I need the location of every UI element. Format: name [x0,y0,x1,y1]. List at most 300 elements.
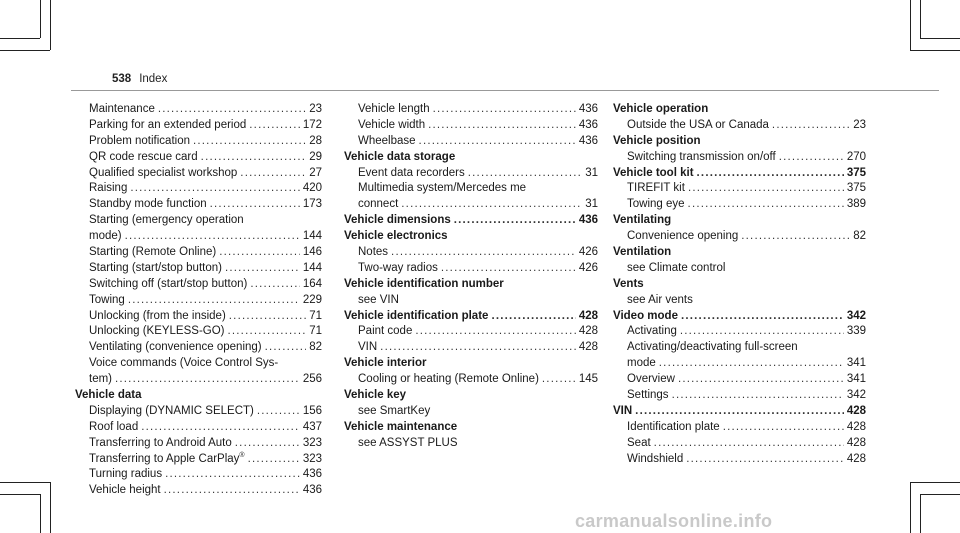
entry-label: see Air vents [627,293,693,306]
entry-text [627,452,686,468]
page-ref: 341 [846,373,866,386]
page-ref: 146 [302,246,322,259]
index-heading [344,150,598,166]
page-ref: 28 [309,134,322,147]
page-ref: 339 [846,325,866,338]
entry-text [89,309,229,325]
index-heading [613,309,866,325]
registered-mark: ® [239,451,245,459]
page-ref: 323 [302,436,322,449]
leader-dots [240,166,306,182]
leader-dots [210,197,300,213]
entry-label: Event data recorders [358,166,465,179]
index-entry [75,436,322,452]
entry-label: Identification plate [627,420,720,433]
entry-text [358,166,468,182]
entry-label: Vehicle length [358,103,430,115]
index-entry [75,356,322,372]
index-entry [344,261,598,277]
leader-dots [542,372,576,388]
entry-label: Standby mode function [89,198,207,211]
entry-label: VIN [613,404,633,417]
entry-text [344,309,491,325]
page-ref: 29 [309,150,322,163]
page-ref: 144 [302,230,322,243]
index-entry [613,229,866,245]
page-ref: 428 [846,420,866,433]
page-ref: 341 [846,357,866,370]
entry-label: see ASSYST PLUS [358,436,458,449]
index-entry [75,150,322,166]
entry-text [89,134,193,150]
index-heading [613,134,866,150]
entry-text [627,388,672,404]
entry-text [89,166,240,182]
entry-label: Vehicle interior [344,357,427,370]
leader-dots [428,118,576,134]
leader-dots [229,309,306,325]
index-entry [344,324,598,340]
leader-dots [415,324,575,340]
entry-label: Notes [358,246,389,259]
entry-text [613,404,635,420]
index-entry [344,372,598,388]
index-entry [75,229,322,245]
entry-text [89,420,141,436]
entry-label: Starting (start/stop button) [89,261,222,274]
leader-dots [165,467,300,483]
index-entry [344,245,598,261]
entry-label: Multimedia system/Mercedes me [358,182,527,195]
index-entry [75,102,322,118]
leader-dots [401,197,582,213]
index-entry [75,483,322,499]
crop-mark-bottom-left-v2 [40,494,41,533]
entry-text [627,118,772,134]
index-entry [75,213,322,229]
index-entry [75,293,322,309]
leader-dots [391,245,576,261]
entry-label: Vents [613,277,644,290]
entry-label: Overview [627,373,675,386]
leader-dots [158,102,306,118]
entry-text [627,229,741,245]
page-ref: 436 [578,118,598,131]
entry-label: Ventilating [613,214,672,227]
entry-text [89,436,235,452]
index-entry [75,452,322,468]
leader-dots [772,118,850,134]
leader-dots [441,261,576,277]
page-ref: 375 [846,166,866,179]
leader-dots [125,229,300,245]
leader-dots [193,134,306,150]
index-heading [75,388,322,404]
entry-label: Transferring to Android Auto [89,436,232,449]
leader-dots [779,150,844,166]
page-ref: 389 [846,198,866,211]
entry-label: Qualified specialist workshop [89,166,238,179]
index-entry [613,181,866,197]
index-entry [613,436,866,452]
entry-label: Voice commands (Voice Control Sys- [89,357,279,370]
page-ref: 71 [309,325,322,338]
page-ref: 437 [302,420,322,433]
entry-label: Vehicle identification plate [344,309,489,322]
entry-label: Vehicle tool kit [613,166,694,179]
entry-text [627,181,688,197]
entry-label: connect [358,198,399,211]
leader-dots [678,372,844,388]
index-heading [344,277,598,293]
leader-dots [680,324,844,340]
leader-dots [201,150,307,166]
page-number: 538 [112,73,132,85]
entry-label: Vehicle dimensions [344,214,451,227]
leader-dots [228,324,307,340]
leader-dots [468,166,582,182]
entry-text [89,102,158,118]
leader-dots [419,134,576,150]
leader-dots [249,118,300,134]
entry-text [613,309,681,325]
index-entry [75,181,322,197]
index-entry [344,181,598,197]
entry-label: tem) [89,373,112,386]
leader-dots [380,340,576,356]
leader-dots [250,277,300,293]
leader-dots [654,436,844,452]
index-entry [75,118,322,134]
index-heading [613,102,866,118]
leader-dots [225,261,300,277]
index-heading [613,213,866,229]
entry-text [89,150,201,166]
index-entry [75,134,322,150]
crop-mark-bottom-left-h [0,482,50,483]
crop-mark-top-right-v2 [910,0,911,50]
leader-dots [257,404,300,420]
page-ref: 173 [302,198,322,211]
entry-label: Vehicle data [75,389,142,402]
index-heading [344,388,598,404]
entry-label: mode [627,357,656,370]
entry-text [358,134,419,150]
entry-text [627,324,680,340]
leader-dots [723,420,844,436]
watermark: carmanualsonline.info [575,511,773,531]
page-ref: 428 [846,404,866,417]
leader-dots [635,404,844,420]
entry-label: Roof load [89,420,139,433]
leader-dots [686,452,844,468]
index-entry [344,293,598,309]
index-entry [344,102,598,118]
page-ref: 229 [302,293,322,306]
entry-label: Towing [89,293,125,306]
entry-label: mode) [89,230,122,243]
entry-label: see VIN [358,293,399,306]
page-ref: 23 [853,118,866,131]
entry-label: Vehicle electronics [344,230,448,243]
page-ref: 428 [578,341,598,354]
crop-mark-top-right-h [920,38,960,39]
entry-label: Parking for an extended period [89,118,247,131]
entry-label: Vehicle height [89,484,161,497]
leader-dots [672,388,844,404]
entry-label: Windshield [627,452,684,465]
page-ref: 375 [846,182,866,195]
index-heading [344,309,598,325]
crop-mark-top-left-v2 [50,0,51,50]
entry-label: Outside the USA or Canada [627,118,769,131]
index-entry [613,356,866,372]
entry-label: Raising [89,182,128,195]
leader-dots [248,452,300,468]
entry-label: Starting (Remote Online) [89,246,217,259]
leader-dots [688,181,844,197]
entry-label: Two-way radios [358,261,438,274]
entry-text [89,229,125,245]
index-entry [344,404,598,420]
entry-text [89,483,164,499]
index-entry [75,197,322,213]
entry-text [89,404,257,420]
index-entry [75,420,322,436]
index-entry [613,293,866,309]
index-entry [344,436,598,452]
page-ref: 436 [578,214,598,227]
entry-text [358,102,433,118]
entry-label: Seat [627,436,651,449]
entry-text [358,197,401,213]
page-ref: 31 [585,198,598,211]
leader-dots [219,245,300,261]
entry-text [627,356,659,372]
entry-label: Maintenance [89,103,155,115]
crop-mark-top-right-h2 [910,50,960,51]
index-entry [75,324,322,340]
index-entry [75,372,322,388]
page-ref: 27 [309,166,322,179]
page-ref: 71 [309,309,322,322]
entry-text [627,150,779,166]
entry-text [358,118,428,134]
entry-label: Turning radius [89,468,163,481]
index-heading [344,356,598,372]
entry-label: Unlocking (KEYLESS-GO) [89,325,225,338]
entry-text [89,340,265,356]
entry-text [627,420,723,436]
index-entry [75,404,322,420]
index-entry [344,166,598,182]
entry-text [344,213,454,229]
entry-label: TIREFIT kit [627,182,685,195]
page-ref: 256 [302,373,322,386]
index-column-2 [344,102,598,452]
page-ref: 172 [302,118,322,131]
index-column-1 [75,102,322,499]
leader-dots [115,372,300,388]
index-entry [613,372,866,388]
page-ref: 23 [309,103,322,115]
crop-mark-bottom-left-v [50,482,51,533]
page-ref: 428 [846,436,866,449]
leader-dots [741,229,850,245]
crop-mark-bottom-right-h [910,482,960,483]
entry-text [627,197,688,213]
leader-dots [454,213,576,229]
crop-mark-bottom-left-h2 [0,494,40,495]
index-entry [75,277,322,293]
entry-text [358,245,391,261]
entry-label: Switching off (start/stop button) [89,277,248,290]
entry-text [89,245,219,261]
entry-text [358,340,380,356]
entry-text [89,277,250,293]
crop-mark-bottom-right-v [910,482,911,533]
entry-label: Switching transmission on/off [627,150,776,163]
leader-dots [697,166,844,182]
entry-label: Paint code [358,325,413,338]
crop-mark-top-left-v [40,0,41,38]
entry-label: Activating/deactivating full-screen [627,341,798,354]
index-entry [75,340,322,356]
index-heading [344,229,598,245]
entry-text [89,467,165,483]
entry-label: Ventilating (convenience opening) [89,341,262,354]
entry-label: Video mode [613,309,678,322]
entry-text [89,261,225,277]
index-entry [344,134,598,150]
leader-dots [659,356,844,372]
entry-text [613,166,697,182]
index-entry [613,388,866,404]
page-ref: 31 [585,166,598,179]
page-ref: 270 [846,150,866,163]
page-ref: 156 [302,404,322,417]
entry-text [358,261,441,277]
page-ref: 164 [302,277,322,290]
crop-mark-top-right-v [920,0,921,38]
index-entry [613,261,866,277]
entry-text [89,293,128,309]
entry-label: Starting (emergency operation [89,214,244,227]
index-entry [613,118,866,134]
index-entry [613,324,866,340]
index-heading [344,420,598,436]
index-heading [613,404,866,420]
page-ref: 323 [302,452,322,465]
entry-label: Unlocking (from the inside) [89,309,226,322]
page-ref: 426 [578,261,598,274]
page-ref: 436 [302,468,322,481]
leader-dots [128,293,300,309]
index-entry [75,309,322,325]
index-entry [75,245,322,261]
entry-label: Convenience opening [627,230,739,243]
index-entry [613,340,866,356]
entry-label: Vehicle data storage [344,150,456,163]
entry-text [89,372,115,388]
entry-text [627,436,654,452]
index-heading [613,245,866,261]
leader-dots [688,197,844,213]
index-entry [613,150,866,166]
entry-label: Activating [627,325,677,338]
entry-text [627,372,678,388]
page-ref: 436 [578,103,598,115]
entry-label: VIN [358,341,378,354]
entry-label: Transferring to Apple CarPlay [89,452,240,465]
index-heading [613,166,866,182]
index-entry [613,197,866,213]
entry-label: Cooling or heating (Remote Online) [358,373,539,386]
header-rule [71,90,939,91]
page-ref: 342 [846,389,866,402]
entry-text [89,197,210,213]
entry-label: see Climate control [627,261,726,274]
page-ref: 426 [578,246,598,259]
index-entry [613,420,866,436]
index-entry [613,452,866,468]
entry-label: Displaying (DYNAMIC SELECT) [89,404,254,417]
leader-dots [491,309,575,325]
entry-text [89,118,249,134]
entry-text [89,324,228,340]
leader-dots [235,436,300,452]
page-ref: 144 [302,261,322,274]
leader-dots [164,483,300,499]
leader-dots [265,340,307,356]
page-ref: 342 [846,309,866,322]
index-entry [344,340,598,356]
index-entry [75,166,322,182]
entry-label: see SmartKey [358,404,431,417]
page-ref: 82 [853,230,866,243]
leader-dots [141,420,300,436]
page-ref: 436 [302,484,322,497]
leader-dots [681,309,844,325]
index-column-3 [613,102,866,467]
leader-dots [130,181,299,197]
page-ref: 428 [578,309,598,322]
entry-label: Settings [627,389,669,402]
section-title: Index [139,73,168,85]
index-entry [344,197,598,213]
entry-label: Problem notification [89,134,190,147]
crop-mark-bottom-right-v2 [920,494,921,533]
page-ref: 428 [578,325,598,338]
entry-label: Vehicle operation [613,103,709,115]
page-ref: 82 [309,341,322,354]
index-entry [75,467,322,483]
crop-mark-bottom-right-h2 [920,494,960,495]
index-heading [613,277,866,293]
page-header [112,73,167,85]
page-ref: 436 [578,134,598,147]
entry-label: Wheelbase [358,134,416,147]
index-entry [75,261,322,277]
entry-label: Ventilation [613,246,672,259]
entry-label: Vehicle width [358,118,426,131]
page-ref: 420 [302,182,322,195]
leader-dots [433,102,576,118]
entry-label: Vehicle identification number [344,277,504,290]
index-entry [344,118,598,134]
entry-label: QR code rescue card [89,150,198,163]
page-ref: 428 [846,452,866,465]
